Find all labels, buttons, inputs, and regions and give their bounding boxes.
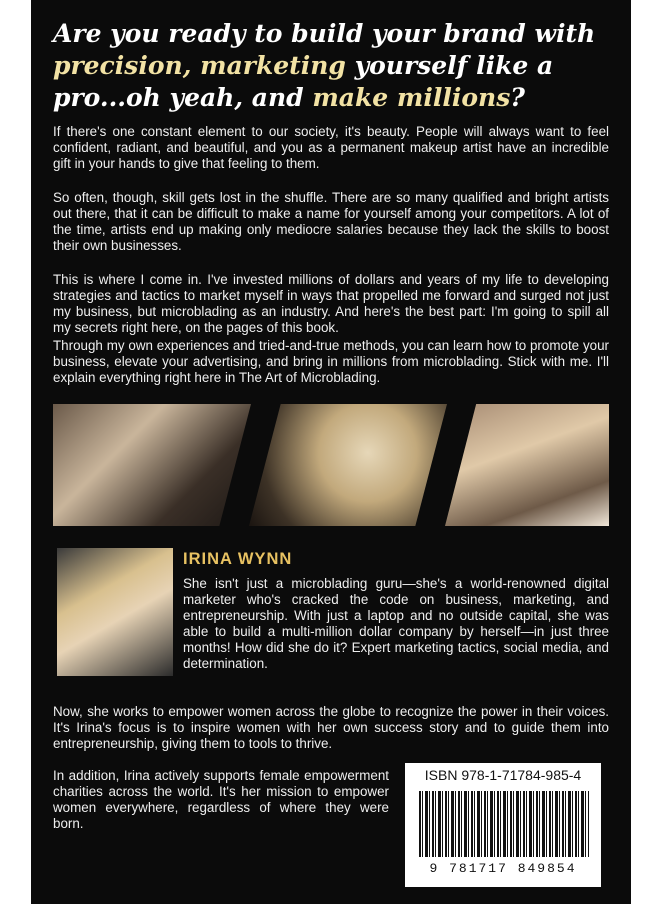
paragraph-2: So often, though, skill gets lost in the shuffle. There are so many qualified and bright artists out there, that it can be difficult to make a name for yourself among your competitors. A lot of the time, artists end up making only mediocre salaries because they lack the skills to boost their own businesses.	[53, 190, 609, 253]
barcode	[405, 763, 601, 887]
headline-highlight-marketing: marketing	[200, 51, 346, 80]
photo-microblading-session	[445, 404, 609, 526]
barcode-number: 9 781717 849854	[429, 861, 577, 876]
back-cover	[31, 0, 631, 904]
headline-highlight-precision: precision,	[53, 51, 192, 80]
headline	[53, 18, 613, 114]
headline-space	[191, 51, 200, 80]
photo-client-portrait	[249, 404, 447, 526]
photo-strip	[53, 404, 609, 526]
paragraph-4: Through my own experiences and tried-and-true methods, you can learn how to promote your business, elevate your advertising, and bring in millions from microblading. Stick with me. I'll explain everything right here in The Art of Microblading.	[53, 338, 609, 385]
paragraph-3: This is where I come in. I've invested millions of dollars and years of my life to developing strategies and tactics to market myself in ways that propelled me forward and surged not just my business, but microblading as an industry. And here's the best part: I'm going to spill all my secrets right here, on the pages of this book.	[53, 272, 609, 335]
author-bio-2: Now, she works to empower women across the globe to recognize the power in their voices. It's Irina's focus is to inspire women with her own success story and to guide them into entrepreneurship, giving them to tools to thrive.	[53, 704, 609, 751]
author-bio-1: She isn't just a microblading guru—she's a world-renowned digital marketer who's cracked the code on business, marketing, and entrepreneurship. With just a laptop and no outside capital, she was able to build a multi-million dollar company by herself—in just three months! How did she do it? Expert marketing tactics, social media, and determination.	[183, 576, 609, 671]
author-portrait	[57, 548, 173, 676]
isbn-label: ISBN 978-1-71784-985-4	[424, 767, 582, 783]
headline-text-3: ?	[510, 83, 525, 112]
author-bio-3: In addition, Irina actively supports female empowerment charities across the world. It's her mission to empower women everywhere, regardless of where they were born.	[53, 768, 389, 831]
author-name: IRINA WYNN	[183, 550, 293, 568]
headline-highlight-make-millions: make millions	[312, 83, 511, 112]
headline-text-2: yourself like a pro...oh yeah, and	[53, 51, 554, 112]
headline-text-1: Are you ready to build your brand with	[53, 19, 596, 48]
barcode-bars	[419, 791, 589, 857]
photo-artist-working	[53, 404, 251, 526]
paragraph-1: If there's one constant element to our society, it's beauty. People will always want to feel confident, radiant, and beautiful, and you as a permanent makeup artist have an incredible gift in your hands to give that feeling to them.	[53, 124, 609, 171]
